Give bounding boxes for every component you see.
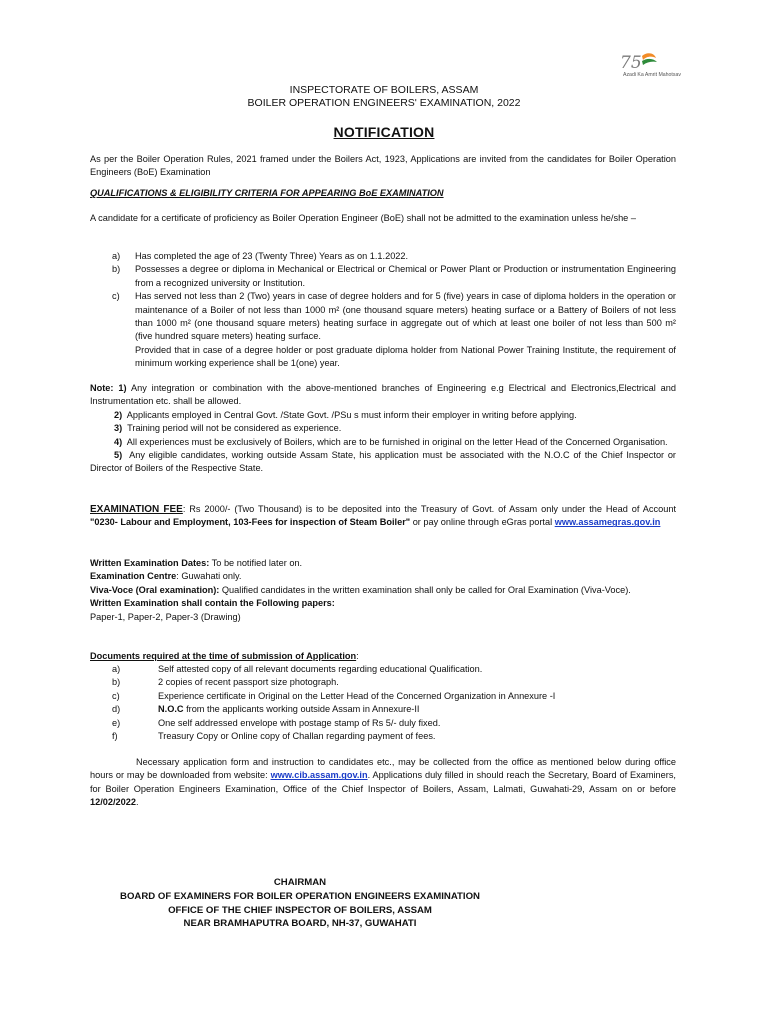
- header-line-2: BOILER OPERATION ENGINEERS' EXAMINATION, 2022: [247, 97, 521, 109]
- list-item: f) Treasury Copy or Online copy of Challan regarding payment of fees.: [112, 731, 436, 742]
- note-item-3: 3) Training period will not be considered as experience.: [114, 423, 342, 434]
- list-item: b) 2 copies of recent passport size photograph.: [112, 677, 339, 688]
- papers-list: Paper-1, Paper-2, Paper-3 (Drawing): [90, 611, 241, 622]
- logo-flag-green-icon: [642, 59, 657, 65]
- list-item: b) Possesses a degree or diploma in Mechanical or Electrical or Chemical or Power Plant or Production or instrumentation Engineering from a recognized university or Institution.: [112, 264, 676, 288]
- signature-board: BOARD OF EXAMINERS FOR BOILER OPERATION ENGINEERS EXAMINATION: [120, 890, 480, 902]
- note-item-4: 4) All experiences must be exclusively of Boilers, which are to be furnished in original on the letter Head of the Concerned Organisation.: [114, 436, 668, 447]
- proviso: Provided that in case of a degree holder or post graduate diploma holder from National Power Training Institute, the requirement of minimum working experience shall be 1(one) year.: [135, 344, 676, 369]
- logo-number: 75: [620, 53, 642, 73]
- qualification-heading: QUALIFICATIONS & ELIGIBILITY CRITERIA FOR APPEARING BoE EXAMINATION: [90, 188, 444, 198]
- viva-voce: Viva-Voce (Oral examination): Qualified candidates in the written examination shall only be called for Oral Examination (Viva-Voce).: [90, 584, 631, 595]
- documents-list: [112, 663, 676, 743]
- signature-office: OFFICE OF THE CHIEF INSPECTOR OF BOILERS, ASSAM: [168, 904, 432, 916]
- list-item: e) One self addressed envelope with postage stamp of Rs 5/- duly fixed.: [112, 717, 441, 728]
- logo-text: Azadi Ka Amrit Mahotsav: [623, 72, 681, 78]
- exam-info: [90, 557, 676, 624]
- notes-section: [90, 382, 676, 476]
- exam-centre: Examination Centre: Guwahati only.: [90, 571, 242, 582]
- intro-paragraph: As per the Boiler Operation Rules, 2021 framed under the Boilers Act, 1923, Applications are invited from the candidates for Boiler Operation Engineers (BoE) Examination: [90, 154, 676, 178]
- note-item-2: 2) Applicants employed in Central Govt. /State Govt. /PSu s must inform their employer in writing before applying.: [114, 409, 577, 420]
- list-item: d) N.O.C from the applicants working outside Assam in Annexure-II: [112, 704, 420, 715]
- list-item: a) Self attested copy of all relevant documents regarding educational Qualification.: [112, 664, 483, 674]
- signature-chairman: CHAIRMAN: [273, 877, 327, 888]
- closing-paragraph: Necessary application form and instruction to candidates etc., may be collected from the office as mentioned below during office hours or may be downloaded from website: www.cib.assam.gov.in. Applications duly filled in should reach the Secretary, Board of Examiners, for Boiler Operation Engineers Examination, Office of the Chief Inspector of Boilers, Assam, Lalmati, Guwahati-29, Assam on or before 12/02/2022.: [90, 757, 676, 808]
- assamegras-link[interactable]: www.assamegras.gov.in: [554, 517, 661, 528]
- criteria-list: [112, 250, 676, 371]
- documents-heading: Documents required at the time of submission of Application:: [90, 651, 359, 661]
- list-item: c) Experience certificate in Original on the Letter Head of the Concerned Organization in Annexure -I: [112, 690, 556, 701]
- signature-block: [0, 876, 768, 931]
- exam-dates: Written Examination Dates: To be notified later on.: [90, 558, 303, 568]
- list-item: c) Has served not less than 2 (Two) years in case of degree holders and for 5 (five) years in case of diploma holders in the operation or maintenance of a Boiler of not less than 1000 m² (one thousand square meters) heating surface or a Battery of Boilers of not less than 1000 m² (one thousand square meters) heating surface in aggregate out of which at least one boiler of not less than 500 m² (five hundred square meters) heating surface.: [112, 291, 676, 342]
- signature-address: NEAR BRAMHAPUTRA BOARD, NH-37, GUWAHATI: [183, 918, 417, 930]
- cib-assam-link[interactable]: www.cib.assam.gov.in: [270, 770, 368, 781]
- qualification-intro: A candidate for a certificate of proficiency as Boiler Operation Engineer (BoE) shall not be admitted to the examination unless he/she –: [90, 213, 636, 223]
- papers-heading: Written Examination shall contain the Following papers:: [90, 598, 335, 609]
- examination-fee: EXAMINATION FEE: Rs 2000/- (Two Thousand) is to be deposited into the Treasury of Govt. of Assam only under the Head of Account "0230- Labour and Employment, 103-Fees for inspection of Steam Boiler" or pay online through eGras portal www.assamegras.gov.in: [90, 504, 676, 528]
- list-item: a) Has completed the age of 23 (Twenty Three) Years as on 1.1.2022.: [112, 251, 409, 261]
- page-title: NOTIFICATION: [333, 124, 435, 140]
- note-item-5: 5) Any eligible candidates, working outside Assam State, his application must be associated with the N.O.C of the Chief Inspector or Director of Boilers of the Respective State.: [90, 450, 676, 474]
- header-line-1: INSPECTORATE OF BOILERS, ASSAM: [289, 84, 479, 96]
- note-item-1: Note: 1) Any integration or combination with the above-mentioned branches of Engineering e.g Electrical and Electronics,Electrical and Instrumentation etc. shall be allowed.: [90, 383, 676, 407]
